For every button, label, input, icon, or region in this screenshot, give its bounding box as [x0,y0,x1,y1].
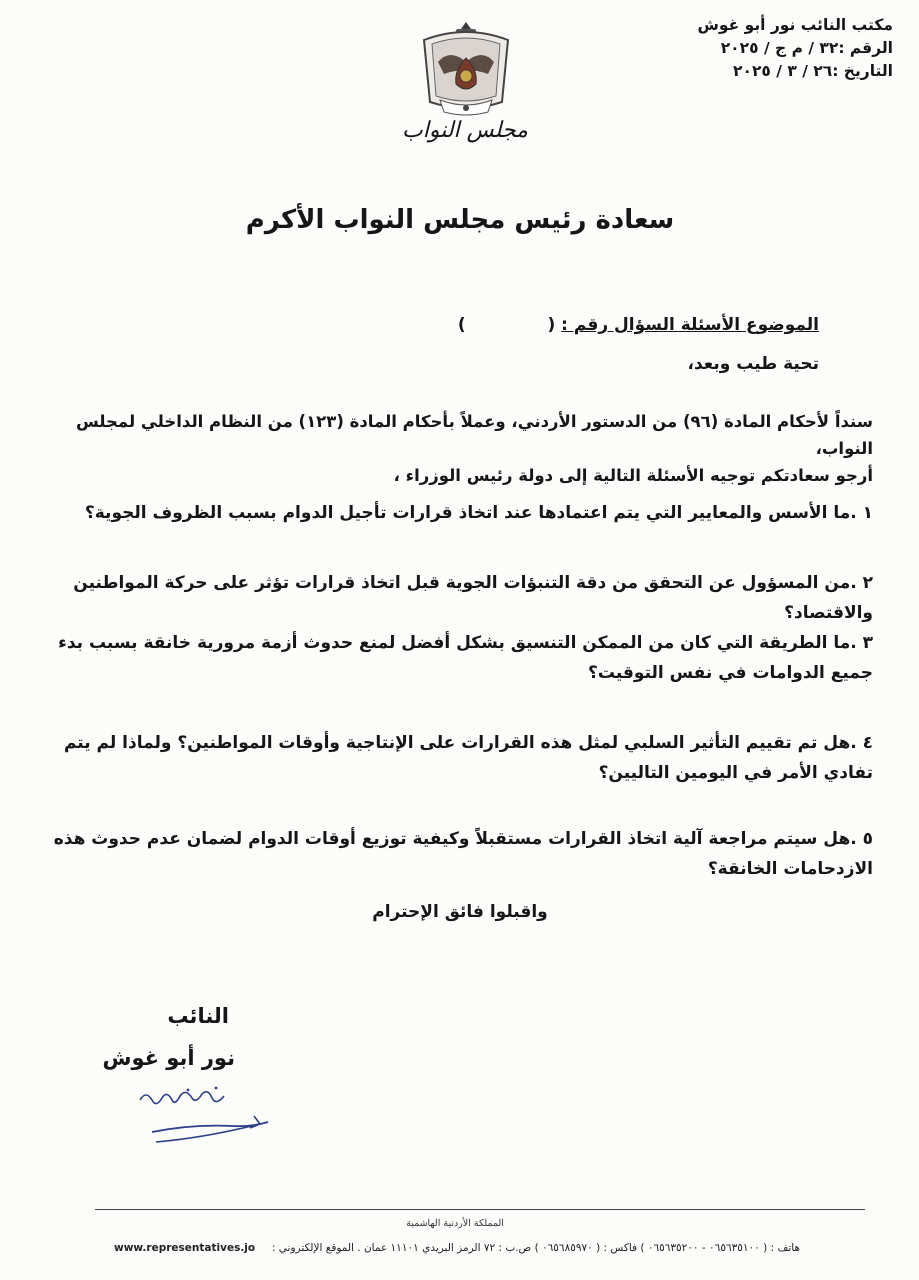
footer-contact: هاتف : ( ٠٦٥٦٣٥١٠٠ - ٠٦٥٦٣٥٢٠٠ ) فاكس : ( ٠٦٥٦٨٥٩٧٠ ) ص.ب : ٧٢ الرمز البريدي ١١١٠١ عمان . الموقع الإلكتروني : [271,1242,800,1254]
subject-number-close: ) [457,315,466,335]
question-item: ١ .ما الأسس والمعايير التي يتم اعتمادها عند اتخاذ قرارات تأجيل الدوام بسبب الظروف الجوية؟ [84,503,873,523]
addressee-title: سعادة رئيس مجلس النواب الأكرم [245,205,675,235]
intro-paragraph [33,408,873,489]
footer-logo-text: المملكة الأردنية الهاشمية [406,1218,504,1229]
footer-divider [95,1209,865,1210]
letter-date: التاريخ :٢٦ / ٣ / ٢٠٢٥ [733,62,893,80]
footer-website: www.representatives.jo [114,1242,256,1254]
question-item: ٥ .هل سيتم مراجعة آلية اتخاذ القرارات مستقبلاً وكيفية توزيع أوقات الدوام لضمان عدم حدوث هذه الازدحامات الخانقة؟ [53,829,873,879]
intro-line: أرجو سعادتكم توجيه الأسئلة التالية إلى دولة رئيس الوزراء ، [393,466,873,485]
closing-line: واقبلوا فائق الإحترام [372,902,548,922]
parliament-label: مجلس النواب [402,118,528,143]
subject-number-open: ( [547,315,556,335]
greeting: تحية طيب وبعد، [687,354,819,374]
handwritten-signature [130,1080,290,1160]
signatory-role: النائب [167,1004,229,1028]
signatory-name: نور أبو غوش [102,1046,235,1070]
office-name: مكتب النائب نور أبو غوش [697,16,893,34]
reference-number: الرقم :٣٢ / م ج / ٢٠٢٥ [720,39,893,57]
letter-header [553,14,893,83]
question-item: ٤ .هل تم تقييم التأثير السلبي لمثل هذه القرارات على الإنتاجية وأوقات المواطنين؟ ولماذا لم يتم تفادي الأمر في اليومين التاليين؟ [63,733,873,783]
subject-line [299,315,819,335]
question-item: ٢ .من المسؤول عن التحقق من دقة التنبؤات الجوية قبل اتخاذ قرارات تؤثر على حركة المواطنين والاقتصاد؟ [73,573,873,623]
intro-line: سنداً لأحكام المادة (٩٦) من الدستور الأردني، وعملاً بأحكام المادة (١٢٣) من النظام الداخلي لمجلس النواب، [75,412,873,458]
coat-of-arms-icon [410,18,522,118]
question-item: ٣ .ما الطريقة التي كان من الممكن التنسيق بشكل أفضل لمنع حدوث أزمة مرورية خانقة بسبب بدء جميع الدوامات في نفس التوقيت؟ [58,633,873,683]
subject-label: الموضوع الأسئلة السؤال رقم : [561,315,819,335]
